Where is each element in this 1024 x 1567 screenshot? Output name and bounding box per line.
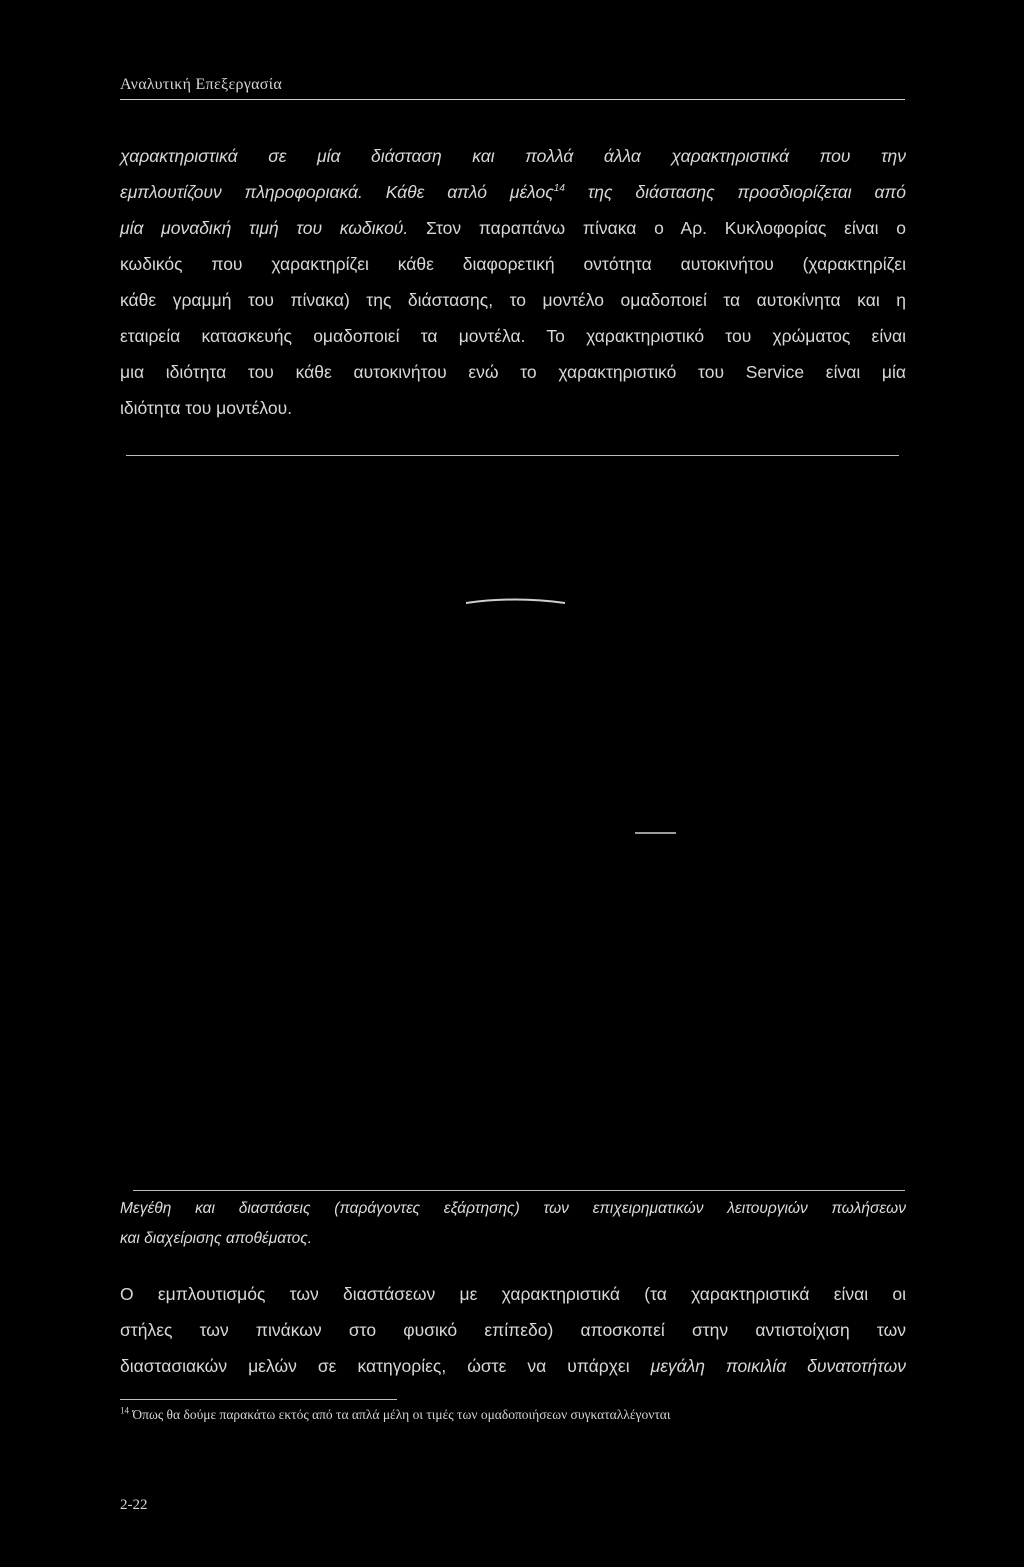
paragraph-2-line-1: Ο εμπλουτισμός των διαστάσεων με χαρακτηριστικά (τα χαρακτηριστικά είναι οι [120, 1284, 906, 1304]
footnote-ref-14: 14 [553, 183, 565, 195]
paragraph-1-line-5: κάθε γραμμή του πίνακα) της διάστασης, το μοντέλο ομαδοποιεί τα αυτοκίνητα και η [120, 290, 906, 310]
paragraph-2 [120, 1276, 906, 1384]
footnote [120, 1407, 906, 1423]
footnote-marker: 14 [120, 1405, 129, 1416]
page-number: 2-22 [120, 1497, 148, 1513]
page-header-title: Αναλυτική Επεξεργασία [120, 76, 283, 93]
figure-bottom-rule [133, 1190, 905, 1191]
figure-area [120, 470, 906, 1190]
paragraph-1-line-2-tail: της διάστασης προσδιορίζεται από [587, 182, 906, 202]
paragraph-1 [120, 138, 906, 426]
figure-top-rule [126, 455, 899, 456]
footnote-text: Όπως θα δούμε παρακάτω εκτός από τα απλά μέλη οι τιμές των ομαδοποιήσεων συγκαταλλέγονται [132, 1407, 671, 1422]
paragraph-1-line-7: μια ιδιότητα του κάθε αυτοκινήτου ενώ το χαρακτηριστικό του Service είναι μία [120, 362, 906, 382]
paragraph-1-line-4: κωδικός που χαρακτηρίζει κάθε διαφορετική οντότητα αυτοκινήτου (χαρακτηρίζει [120, 254, 906, 274]
paragraph-1-line-1: χαρακτηριστικά σε μία διάσταση και πολλά άλλα χαρακτηριστικά που την [120, 146, 906, 166]
figure-stroke-1 [466, 600, 565, 604]
paragraph-2-line-3-italic: μεγάλη ποικιλία δυνατοτήτων [650, 1356, 906, 1376]
caption-line-2: και διαχείρισης αποθέματος. [120, 1230, 313, 1247]
caption-line-1: Μεγέθη και διαστάσεις (παράγοντες εξάρτησης) των επιχειρηματικών λειτουργιών πωλήσεων [120, 1200, 906, 1217]
paragraph-1-line-8: ιδιότητα του μοντέλου. [120, 398, 293, 418]
paragraph-1-line-2-text: εμπλουτίζουν πληροφοριακά. Κάθε απλό μέλος [120, 182, 554, 202]
paragraph-2-line-3-plain: διαστασιακών μελών σε κατηγορίες, ώστε να υπάρχει [120, 1356, 630, 1376]
paragraph-1-line-6: εταιρεία κατασκευής ομαδοποιεί τα μοντέλα. Το χαρακτηριστικό του χρώματος είναι [120, 326, 906, 346]
figure-caption [120, 1194, 906, 1254]
paragraph-1-line-3-rest: Στον παραπάνω πίνακα ο Αρ. Κυκλοφορίας είναι ο [426, 218, 906, 238]
paragraph-2-line-3 [120, 1348, 906, 1384]
paragraph-1-line-2 [120, 174, 906, 210]
figure-graphic [120, 470, 906, 1190]
paragraph-2-line-2: στήλες των πινάκων στο φυσικό επίπεδο) αποσκοπεί στην αντιστοίχιση των [120, 1320, 906, 1340]
paragraph-1-line-3 [120, 210, 906, 246]
header-rule [120, 99, 905, 100]
footnote-rule [120, 1399, 397, 1400]
paragraph-1-line-3-italic: μία μοναδική τιμή του κωδικού. [120, 218, 409, 238]
